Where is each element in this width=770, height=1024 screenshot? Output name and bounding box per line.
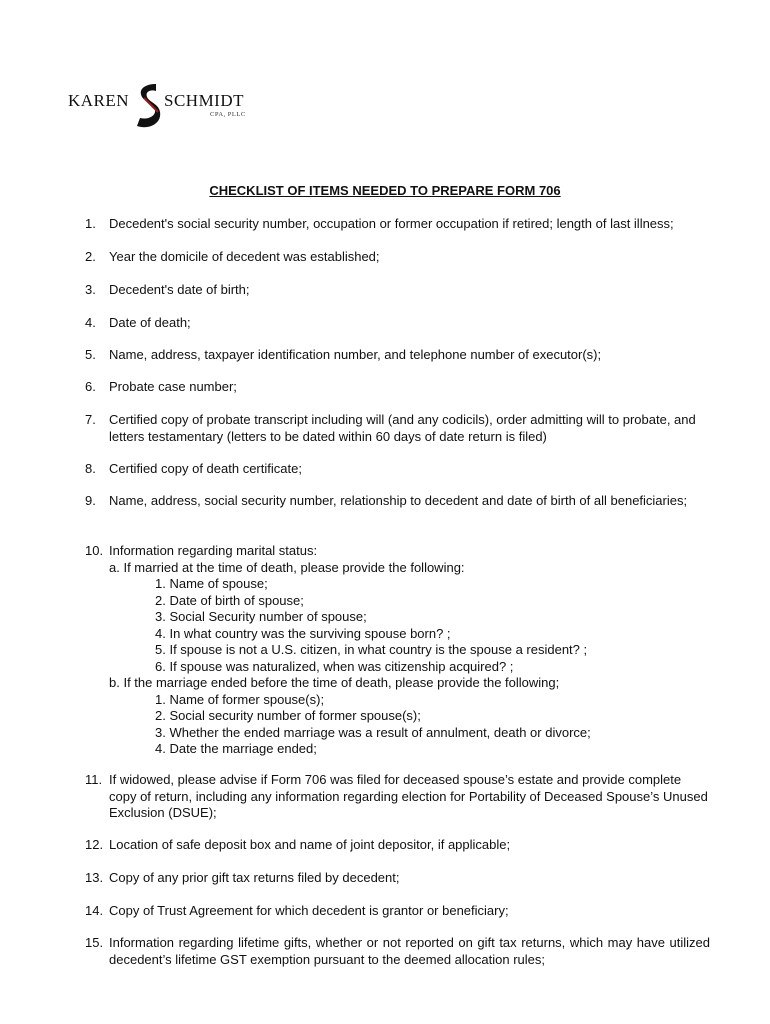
sublist-item: 4. Date the marriage ended; bbox=[155, 741, 317, 756]
list-item: 4. Date of death; bbox=[85, 315, 191, 330]
list-item: 11. If widowed, please advise if Form 706 was filed for deceased spouse’s estate and provide complete copy of return, including any information regarding election for Portability of Deceased Spouse’s Unused Exclusion (DSUE); bbox=[85, 772, 708, 820]
list-item: 15. Information regarding lifetime gifts, whether or not reported on gift tax returns, which may have utilized decedent’s lifetime GST exemption pursuant to the deemed allocation rules; bbox=[85, 935, 710, 967]
logo-text-right: SCHMIDT bbox=[164, 91, 245, 110]
list-item: 8. Certified copy of death certificate; bbox=[85, 461, 302, 476]
sublist-item: 1. Name of spouse; bbox=[155, 576, 268, 591]
list-item-marital-status: 10. Information regarding marital status: a. If married at the time of death, please provide the following: 1. Name of spouse; 2. Date of birth of spouse; 3. Social Security number of spouse; 4. In what country was the surviving spouse born? ; 5. If spouse is not a U.S. citizen, in what country is the spouse a resident? ; 6. If spouse was naturalized, when was citizenship acquired? ; b. If the marriage ended before the time of death, please provide the following; 1. Name of former spouse(s); 2. Social security number of former spouse(s); 3. Whether the ended marriage was a result of annulment, death or divorce; 4. Date the marriage ended; bbox=[85, 543, 710, 758]
logo-text-left: KAREN bbox=[68, 91, 130, 110]
list-item: 3. Decedent's date of birth; bbox=[85, 282, 250, 297]
sublist-item: 2. Social security number of former spouse(s); bbox=[155, 708, 421, 723]
list-item: 13. Copy of any prior gift tax returns filed by decedent; bbox=[85, 870, 400, 885]
sublist bbox=[155, 576, 710, 675]
page-title: CHECKLIST OF ITEMS NEEDED TO PREPARE FORM 706 bbox=[209, 183, 561, 198]
sublist-label: b. If the marriage ended before the time of death, please provide the following; bbox=[109, 675, 560, 690]
list-item: 1. Decedent's social security number, occupation or former occupation if retired; length of last illness; bbox=[85, 216, 674, 231]
list-item: 14. Copy of Trust Agreement for which decedent is grantor or beneficiary; bbox=[85, 903, 509, 918]
list-item: 7. Certified copy of probate transcript including will (and any codicils), order admitting will to probate, and letters testamentary (letters to be dated within 60 days of date return is filed) bbox=[85, 412, 696, 444]
list-item: 5. Name, address, taxpayer identification number, and telephone number of executor(s); bbox=[85, 347, 602, 362]
logo-subtext: CPA, PLLC bbox=[210, 111, 246, 118]
list-item: 6. Probate case number; bbox=[85, 379, 237, 394]
sublist-item: 3. Whether the ended marriage was a result of annulment, death or divorce; bbox=[155, 724, 591, 740]
list-item: 9. Name, address, social security number, relationship to decedent and date of birth of all beneficiaries; bbox=[85, 493, 688, 508]
sublist-item: 6. If spouse was naturalized, when was citizenship acquired? ; bbox=[155, 658, 514, 674]
sublist-item: 2. Date of birth of spouse; bbox=[155, 592, 304, 608]
sublist-label: a. If married at the time of death, please provide the following: bbox=[109, 559, 465, 575]
company-logo bbox=[68, 82, 248, 132]
sublist-item: 1. Name of former spouse(s); bbox=[155, 691, 325, 707]
logo-s-mark-icon bbox=[134, 82, 164, 130]
sublist-item: 4. In what country was the surviving spouse born? ; bbox=[155, 625, 451, 641]
sublist bbox=[155, 692, 710, 758]
list-item: 12. Location of safe deposit box and name of joint depositor, if applicable; bbox=[85, 837, 511, 852]
sublist-item: 3. Social Security number of spouse; bbox=[155, 609, 367, 624]
list-item: 2. Year the domicile of decedent was established; bbox=[85, 249, 380, 264]
sublist-item: 5. If spouse is not a U.S. citizen, in what country is the spouse a resident? ; bbox=[155, 642, 588, 657]
